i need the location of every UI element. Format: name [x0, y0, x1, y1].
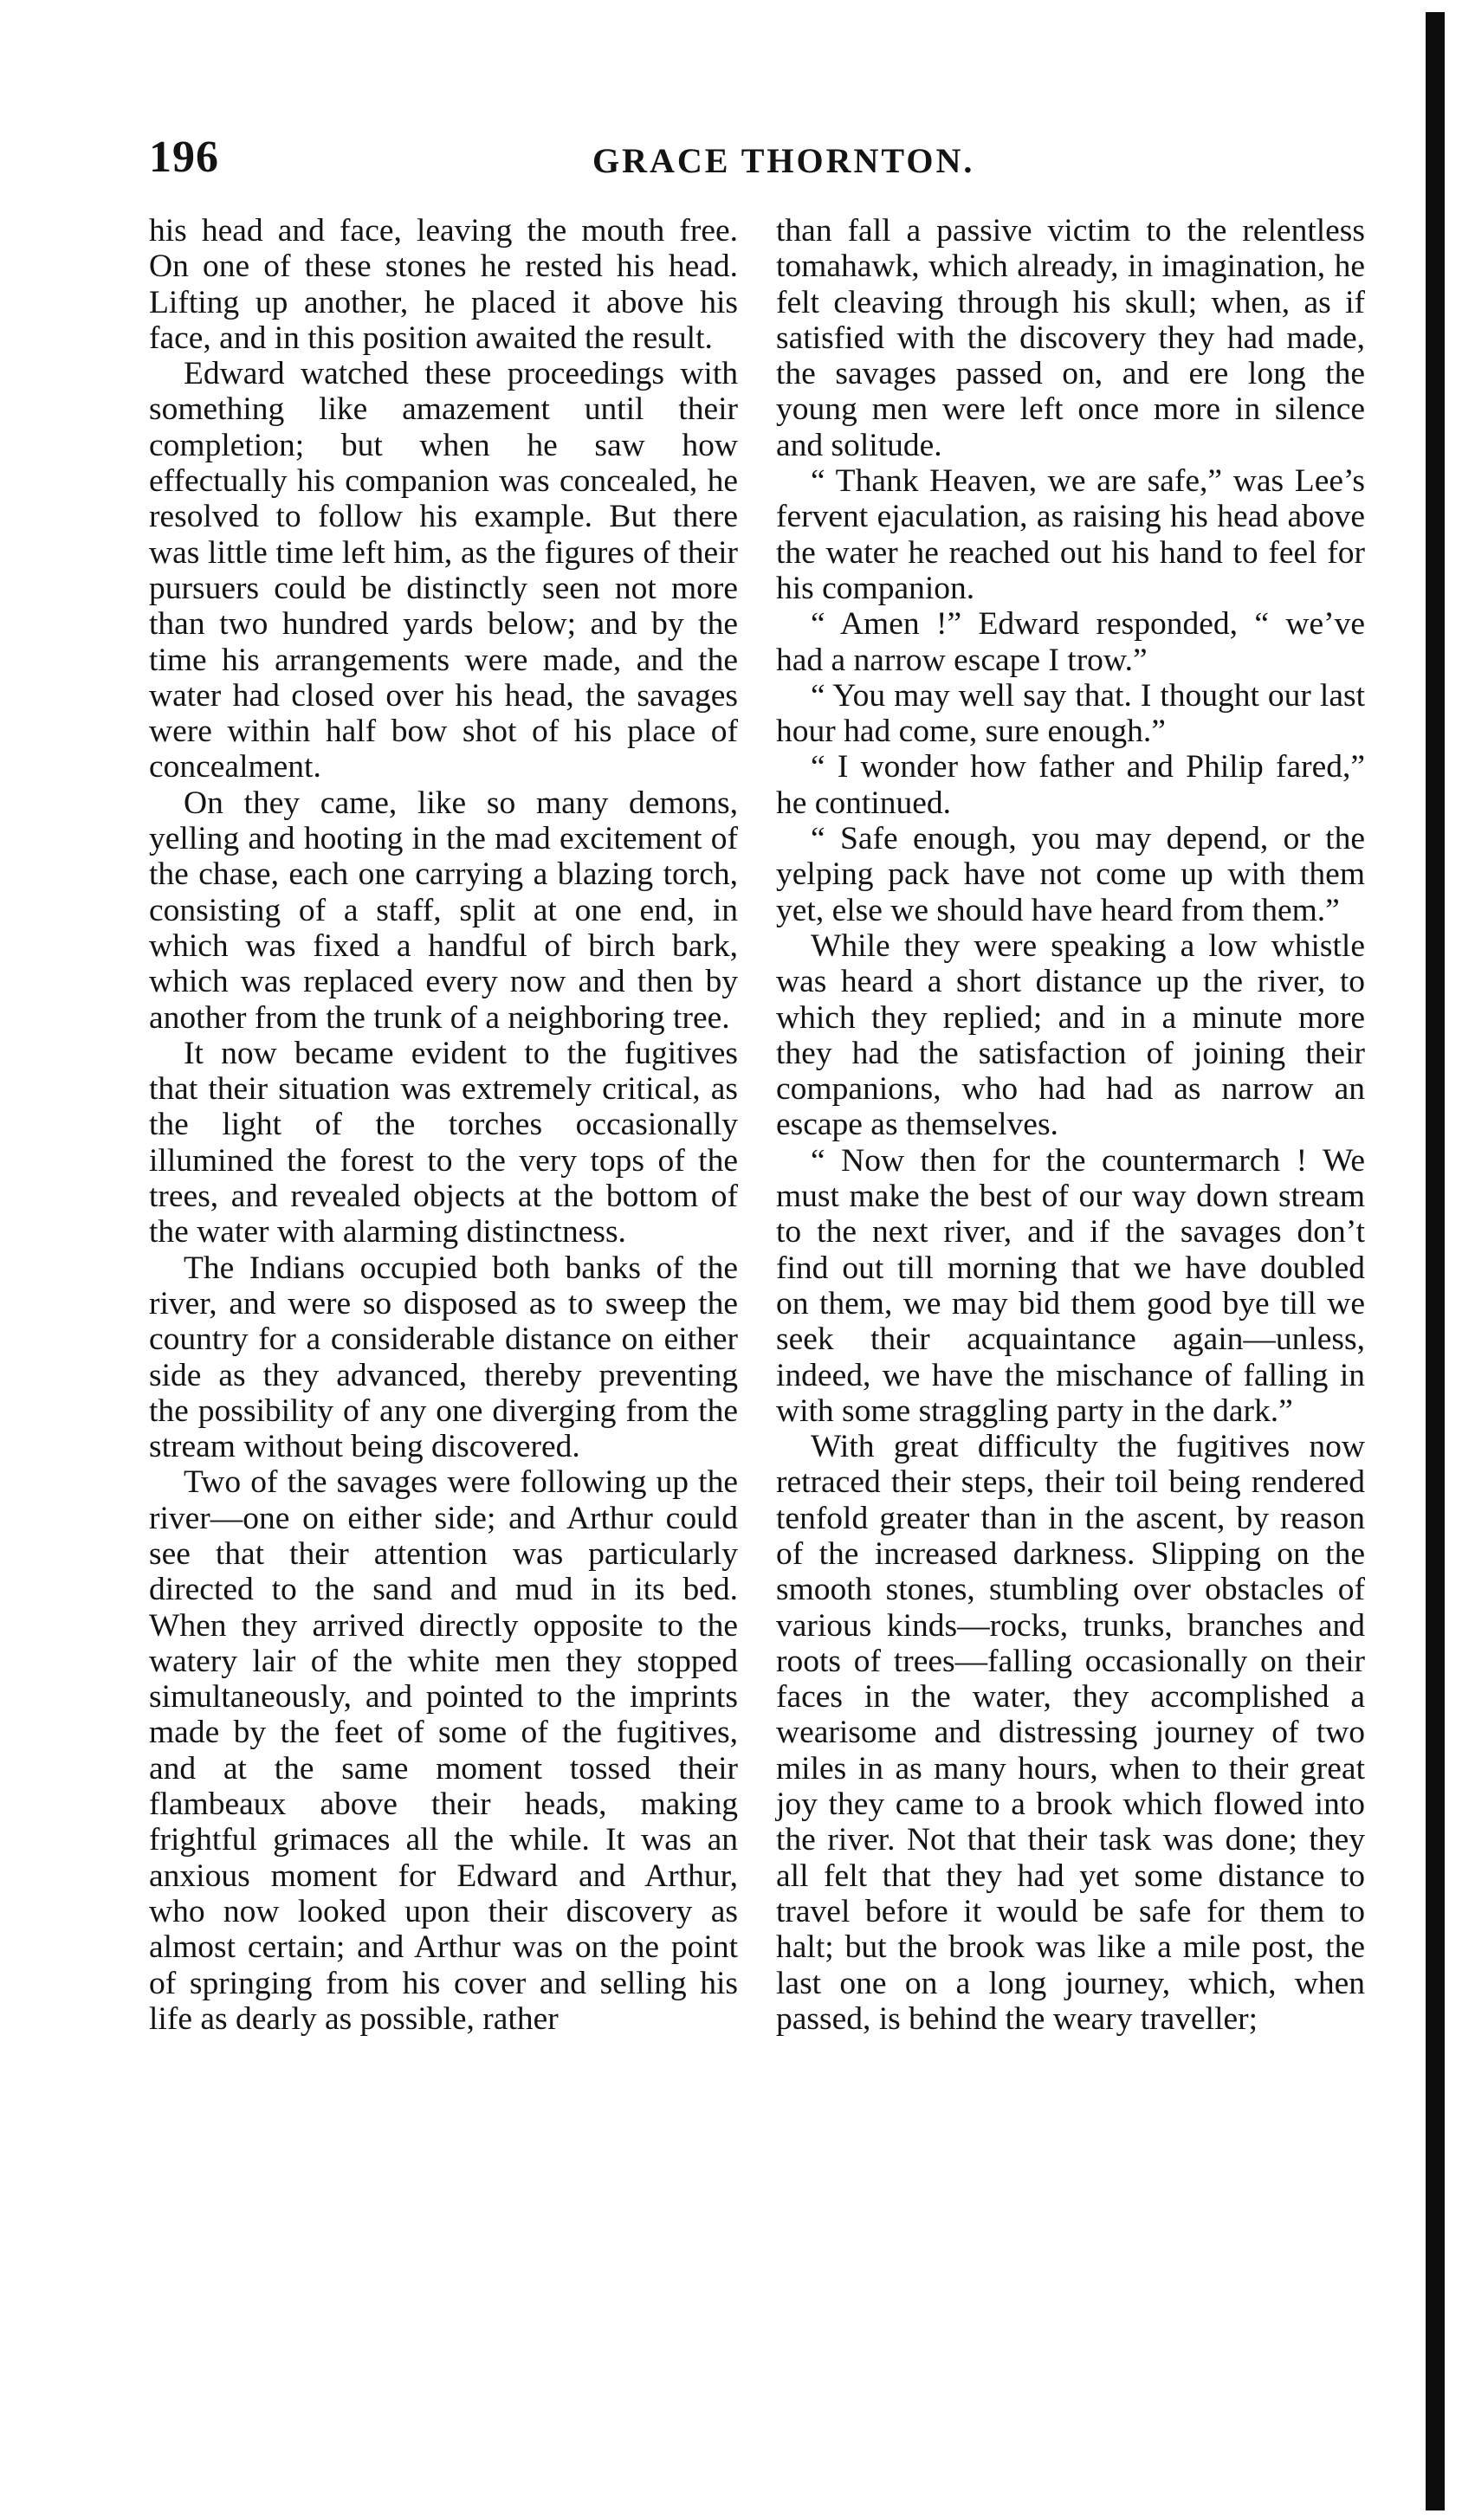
paragraph: “ Amen !” Edward responded, “ we’ve had a narrow escape I trow.”	[776, 606, 1365, 678]
paragraph: “ Safe enough, you may depend, or the yelping pack have not come up with them yet, else we should have heard from them.”	[776, 821, 1365, 928]
paragraph: Edward watched these proceedings with something like amazement until their completion; but when he saw how effectually his companion was concealed, he resolved to follow his example. But there was little time left him, as the figures of their pursuers could be distinctly seen not more than two hundred yards below; and by the time his arrangements were made, and the water had closed over his head, the savages were within half bow shot of his place of concealment.	[149, 356, 738, 785]
paragraph: With great difficulty the fugitives now retraced their steps, their toil being rendered tenfold greater than in the ascent, by reason of the increased darkness. Slipping on the smooth stones, stumbling over obstacles of various kinds—rocks, trunks, branches and roots of trees—falling occasionally on their faces in the water, they accomplished a wearisome and distressing journey of two miles in as many hours, when to their great joy they came to a brook which flowed into the river. Not that their task was done; they all felt that they had yet some distance to travel before it would be safe for them to halt; but the brook was like a mile post, the last one on a long journey, which, when passed, is behind the weary traveller;	[776, 1429, 1365, 2037]
paragraph: than fall a passive victim to the relentless tomahawk, which already, in imagination, he felt cleaving through his skull; when, as if satisfied with the discovery they had made, the savages passed on, and ere long the young men were left once more in silence and solitude.	[776, 213, 1365, 463]
page-header	[149, 132, 1362, 184]
paragraph: “ Now then for the countermarch ! We must make the best of our way down stream to the next river, and if the savages don’t find out till morning that we have doubled on them, we may bid them good bye till we seek their acquaintance again—unless, indeed, we have the mischance of falling in with some straggling party in the dark.”	[776, 1142, 1365, 1429]
paragraph: “ You may well say that. I thought our last hour had come, sure enough.”	[776, 677, 1365, 750]
left-text-column	[149, 213, 738, 2037]
page-edge-shadow	[1426, 12, 1445, 2510]
right-text-column	[776, 213, 1365, 2037]
paragraph: While they were speaking a low whistle was heard a short distance up the river, to which they replied; and in a minute more they had the satisfaction of joining their companions, who had had as narrow an escape as themselves.	[776, 927, 1365, 1143]
paragraph: On they came, like so many demons, yelling and hooting in the mad excitement of the chase, each one carrying a blazing torch, consisting of a staff, split at one end, in which was fixed a handful of birch bark, which was replaced every now and then by another from the trunk of a neighboring tree.	[149, 785, 738, 1036]
running-head: GRACE THORNTON.	[592, 141, 975, 180]
paragraph: his head and face, leaving the mouth free. On one of these stones he rested his head. Lifting up another, he placed it above his face, and in this position awaited the result.	[149, 213, 738, 356]
paragraph: “ I wonder how father and Philip fared,” he continued.	[776, 749, 1365, 821]
paragraph: The Indians occupied both banks of the river, and were so disposed as to sweep the country for a considerable distance on either side as they advanced, thereby preventing the possibility of any one diverging from the stream without being discovered.	[149, 1250, 738, 1465]
paragraph: It now became evident to the fugitives that their situation was extremely critical, as the light of the torches occasionally illumined the forest to the very tops of the trees, and revealed objects at the bottom of the water with alarming distinctness.	[149, 1035, 738, 1250]
paragraph: “ Thank Heaven, we are safe,” was Lee’s fervent ejaculation, as raising his head above the water he reached out his hand to feel for his companion.	[776, 463, 1365, 606]
page-number: 196	[149, 132, 219, 182]
paragraph: Two of the savages were following up the river—one on either side; and Arthur could see that their attention was particularly directed to the sand and mud in its bed. When they arrived directly opposite to the watery lair of the white men they stopped simultaneously, and pointed to the imprints made by the feet of some of the fugitives, and at the same moment tossed their flambeaux above their heads, making frightful grimaces all the while. It was an anxious moment for Edward and Arthur, who now looked upon their discovery as almost certain; and Arthur was on the point of springing from his cover and selling his life as dearly as possible, rather	[149, 1464, 738, 2037]
